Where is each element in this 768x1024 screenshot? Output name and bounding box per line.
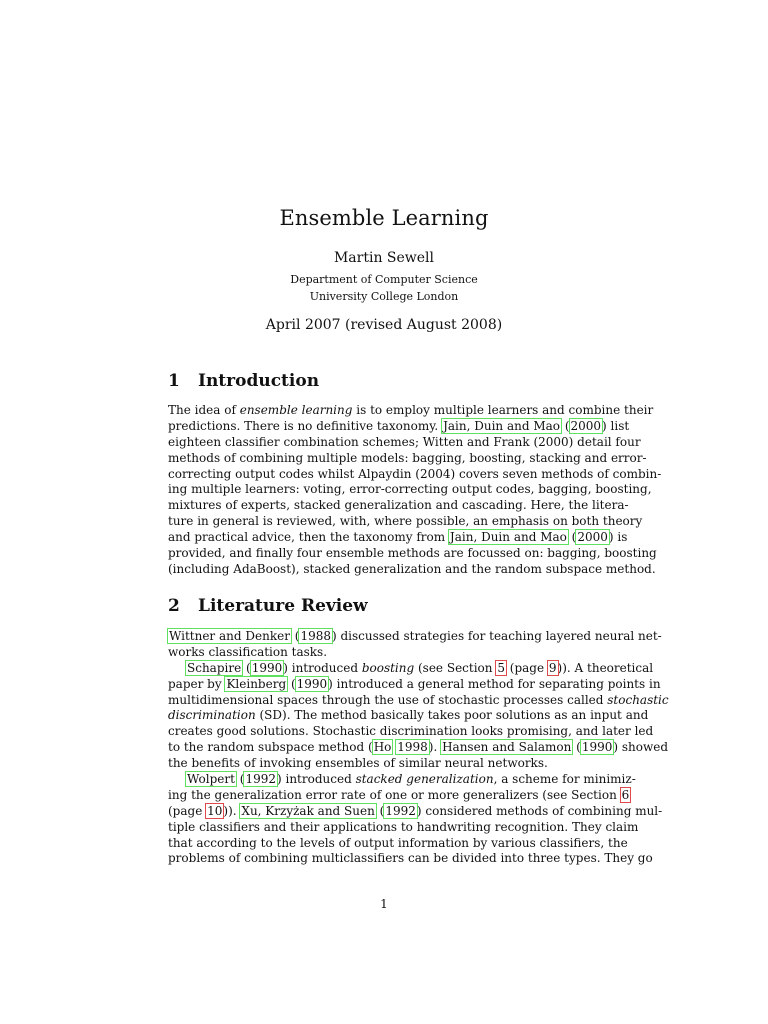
text-line: creates good solutions. Stochastic discrimination looks promising, and later led [168,724,654,739]
citation-year-link[interactable]: 1992 [385,803,416,818]
text-line: (including AdaBoost), stacked generalization and the random subspace method. [168,561,656,576]
text-line: The idea of ensemble learning is to employ multiple learners and combine their [168,403,654,417]
page-ref-link[interactable]: 9 [548,660,557,675]
section-number: 1 [168,371,180,391]
section-heading-literature-review [168,596,368,616]
paper-date: April 2007 (revised August 2008) [265,317,503,333]
text-line: mixtures of experts, stacked generalization and cascading. Here, the litera- [168,498,629,513]
citation-link-schapire[interactable]: Schapire [187,660,242,675]
affiliation-department: Department of Computer Science [290,273,478,286]
citation-link-jain[interactable]: Jain, Duin and Mao [443,418,560,433]
text-line: methods of combining multiple models: bagging, boosting, stacking and error- [168,450,647,465]
citation-link-hansen[interactable]: Hansen and Salamon [442,740,572,755]
text-line: the benefits of invoking ensembles of similar neural networks. [168,756,548,771]
paper-title: Ensemble Learning [279,206,489,230]
citation-year-link[interactable]: 1992 [245,772,276,787]
text-line: ing multiple learners: voting, error-correcting output codes, bagging, boosting, [168,482,652,497]
section-heading-introduction [168,371,319,391]
text-line: multidimensional spaces through the use of stochastic processes called stochastic [168,692,669,707]
citation-year-link[interactable]: 2000 [577,530,608,545]
text-line: ing the generalization error rate of one or more generalizers (see Section 6 [168,787,630,802]
text-line: Wolpert (1992) introduced stacked generalization, a scheme for minimiz- [187,772,636,787]
citation-year-link[interactable]: 1990 [296,676,328,691]
text-line: provided, and finally four ensemble methods are focussed on: bagging, boosting [168,546,657,561]
text-line: ture in general is reviewed, with, where possible, an emphasis on both theory [168,514,643,529]
text-line: (page 10)). Xu, Krzyżak and Suen (1992) considered methods of combining mul- [168,803,663,818]
page-ref-link[interactable]: 10 [207,803,223,818]
section-number: 2 [168,596,180,616]
text-line: Schapire (1990) introduced boosting (see Section 5 (page 9)). A theoretical [187,660,654,675]
affiliation-university: University College London [309,290,459,303]
citation-link-jain[interactable]: Jain, Duin and Mao [449,530,567,545]
text-line: discrimination (SD). The method basically takes poor solutions as an input and [168,708,649,723]
text-line: eighteen classifier combination schemes; Witten and Frank (2000) detail four [168,434,641,449]
citation-link-xu[interactable]: Xu, Krzyżak and Suen [241,803,375,818]
text-line: problems of combining multiclassifiers can be divided into three types. They go [168,851,653,866]
text-line: paper by Kleinberg (1990) introduced a general method for separating points in [168,676,661,691]
text-line: Wittner and Denker (1988) discussed strategies for teaching layered neural net- [169,629,662,643]
text-line: tiple classifiers and their applications to handwriting recognition. They claim [168,819,639,834]
literature-review-body [168,629,669,867]
introduction-paragraph [168,403,662,578]
section-title: Introduction [198,371,320,391]
section-ref-link[interactable]: 6 [621,787,630,802]
citation-link-ho[interactable]: Ho [373,740,392,755]
citation-year-link[interactable]: 1988 [300,629,331,643]
citation-year-link[interactable]: 1990 [251,660,283,675]
text-line: to the random subspace method (Ho 1998). Hansen and Salamon (1990) showed [168,740,669,755]
citation-link-kleinberg[interactable]: Kleinberg [226,676,287,691]
section-ref-link[interactable]: 5 [497,660,505,675]
text-line: that according to the levels of output information by various classifiers, the [168,835,628,850]
text-line: predictions. There is no definitive taxonomy. Jain, Duin and Mao (2000) list [168,418,630,433]
citation-year-link[interactable]: 2000 [570,418,602,433]
text-line: works classification tasks. [168,644,328,659]
citation-link-wolpert[interactable]: Wolpert [187,772,235,787]
citation-link-wittner[interactable]: Wittner and Denker [169,629,290,643]
page-number: 1 [380,897,388,911]
author-name: Martin Sewell [333,250,435,266]
text-line: and practical advice, then the taxonomy from Jain, Duin and Mao (2000) is [168,530,628,545]
text-line: correcting output codes whilst Alpaydin (2004) covers seven methods of combin- [168,466,662,481]
section-title: Literature Review [198,596,368,616]
citation-year-link[interactable]: 1990 [581,740,613,755]
citation-year-link[interactable]: 1998 [397,740,428,755]
